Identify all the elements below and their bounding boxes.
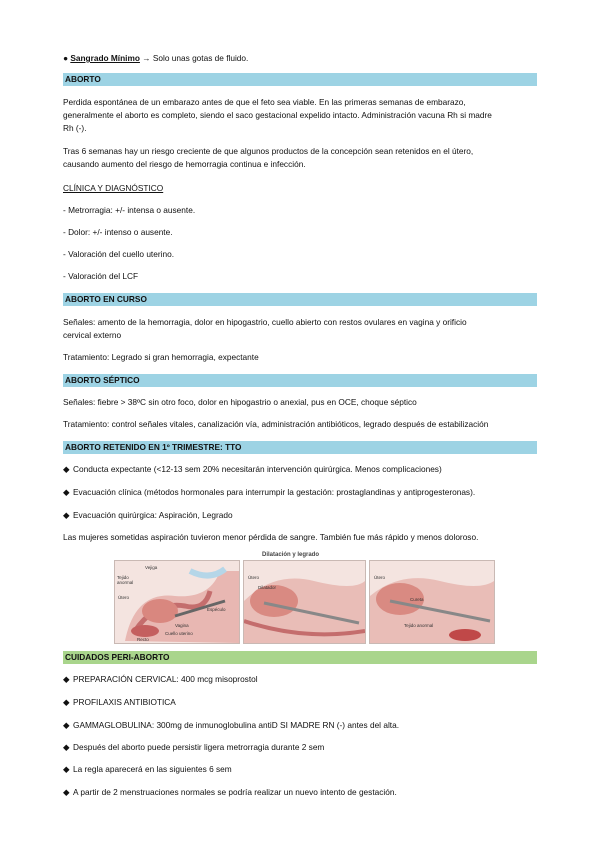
figure-title: Dilatación y legrado [262,552,320,558]
retenido-note: Las mujeres sometidas aspiración tuvieron menor pérdida de sangre. También fue más rápido y menos doloroso. [63,532,479,542]
diamond-bullet-icon: ◆ [63,742,70,752]
figure-label: Tejido anormal [404,623,434,628]
curso-tratamiento: Tratamiento: Legrado si gran hemorragia, expectante [63,352,259,362]
retenido-item-text: Evacuación quirúrgica: Aspiración, Legrado [73,510,233,520]
section-header-aborto-en-curso: ABORTO EN CURSO [63,293,537,306]
figure-label: Útero [118,595,130,600]
cuidados-item-text: Después del aborto puede persistir ligera metrorragia durante 2 sem [73,742,325,752]
cuidados-item-text: La regla aparecerá en las siguientes 6 sem [73,764,232,774]
septico-senales: Señales: fiebre > 38ºC sin otro foco, dolor en hipogastrio o anexial, pus en OCE, choque séptico [63,397,417,407]
aborto-p1-line2: generalmente el aborto es completo, siendo el saco gestacional expelido intacto. Administración vacuna Rh si madre [63,110,492,120]
retenido-item-text: Conducta expectante (<12-13 sem 20% necesitarán intervención quirúrgica. Menos complicaciones) [73,464,442,474]
cuidados-item [63,720,399,731]
section-header-aborto: ABORTO [63,73,537,86]
cuidados-item [63,674,258,685]
section-header-cuidados: CUIDADOS PERI-ABORTO [63,651,537,664]
figure-panel-2 [243,560,366,644]
diamond-bullet-icon: ◆ [63,674,70,684]
cuidados-item-text: A partir de 2 menstruaciones normales se podría realizar un nuevo intento de gestación. [73,787,397,797]
diamond-bullet-icon: ◆ [63,764,70,774]
cuidados-item [63,742,324,753]
figure-label: Espéculo [207,607,226,612]
figure-panel-1 [114,560,240,644]
figure-label: Dilatador [258,585,277,590]
figure-label: Útero [248,575,260,580]
diamond-bullet-icon: ◆ [63,510,70,520]
section-header-aborto-retenido: ABORTO RETENIDO EN 1º TRIMESTRE: TTO [63,441,537,454]
figure-label: Vejiga [145,565,158,570]
figure-label: Recto [137,637,149,642]
curso-senales-line1: Señales: amento de la hemorragia, dolor en hipogastrio, cuello abierto con restos ovulares en vagina y orificio [63,317,467,327]
cuidados-item [63,787,397,798]
septico-tratamiento: Tratamiento: control señales vitales, canalización vía, administración antibióticos, legrado después de estabilización [63,419,489,429]
diamond-bullet-icon: ◆ [63,720,70,730]
clinica-item: - Metrorragia: +/- intensa o ausente. [63,205,196,215]
curso-senales-line2: cervical externo [63,330,122,340]
retenido-item-text: Evacuación clínica (métodos hormonales para interrumpir la gestación: prostaglandinas y antiprogesteronas). [73,487,476,497]
figure-label: Cureta [410,597,424,602]
cuidados-item-text: PREPARACIÓN CERVICAL: 400 mcg misoprostol [73,674,258,684]
intro-text: Solo unas gotas de fluido. [152,53,249,63]
clinica-item: - Valoración del cuello uterino. [63,249,174,259]
retenido-item [63,487,475,498]
aborto-p2-line2: causando aumento del riesgo de hemorragia continua e infección. [63,159,306,169]
retenido-item [63,510,233,521]
figure-label: Útero [374,575,386,580]
diamond-bullet-icon: ◆ [63,464,70,474]
diamond-bullet-icon: ◆ [63,697,70,707]
diamond-bullet-icon: ◆ [63,487,70,497]
dilatation-curettage-figure [114,552,494,642]
aborto-p1-line3: Rh (-). [63,123,87,133]
clinica-item: - Dolor: +/- intenso o ausente. [63,227,173,237]
intro-term: Sangrado Mínimo [70,53,140,63]
aborto-p2-line1: Tras 6 semanas hay un riesgo creciente de que algunos productos de la concepción sean retenidos en el útero, [63,146,474,156]
aborto-p1-line1: Perdida espontánea de un embarazo antes de que el feto sea viable. En las primeras semanas de embarazo, [63,97,466,107]
arrow-icon: → [142,53,151,63]
anatomy-illustration-2 [244,561,365,643]
diamond-bullet-icon: ◆ [63,787,70,797]
intro-line [63,53,248,64]
bullet-icon: ● [63,53,69,63]
figure-label: Cuello uterino [165,631,193,636]
cuidados-item [63,764,232,775]
cuidados-item-text: PROFILAXIS ANTIBIOTICA [73,697,176,707]
figure-panel-3 [369,560,495,644]
clinica-title: CLÍNICA Y DIAGNÓSTICO [63,183,164,193]
anatomy-illustration-3 [370,561,494,643]
section-header-aborto-septico: ABORTO SÉPTICO [63,374,537,387]
figure-label: Vagina [175,623,189,628]
cuidados-item-text: GAMMAGLOBULINA: 300mg de inmunoglobulina antiD SI MADRE RN (-) antes del alta. [73,720,400,730]
retenido-item [63,464,442,475]
clinica-item: - Valoración del LCF [63,271,139,281]
cuidados-item [63,697,176,708]
figure-label: Tejido anormal [117,575,134,585]
